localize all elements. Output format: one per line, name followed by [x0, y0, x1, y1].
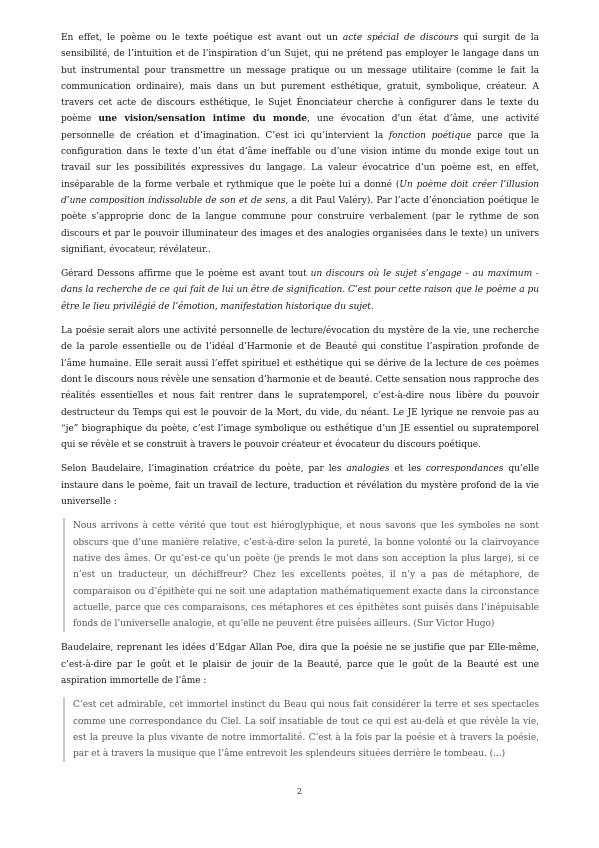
p1-bold-b: une vision/sensation intime du monde	[98, 114, 308, 125]
p2-text-a: Gérard Dessons affirme que le poème est avant tout	[61, 269, 311, 280]
paragraph-1	[61, 30, 539, 258]
p4-text-b: et les	[389, 464, 426, 475]
p4-italic-a: analogies	[346, 464, 390, 475]
p1-italic-c: fonction poétique	[388, 130, 472, 141]
paragraph-3: La poésie serait alors une activité personnelle de lecture/évocation du mystère de la vie, une recherche de la parole essentielle ou de l’idéal d’Harmonie et de Beauté qui constitue l’aspiration profonde de l’âme humaine. Elle serait aussi l’effet spirituel et esthétique qui se dérive de la lecture de ces poèmes dont le discours nous révèle une sensation d’harmonie et de beauté. Cette sensation nous rapproche des réalités essentielles et nous fait rentrer dans le supratemporel, c’est-à-dire nous libère du pouvoir destructeur du Temps qui est le pouvoir de la Mort, du vide, du néant. Le JE lyrique ne renvoie pas au “je” biographique du poète, c’est l’image symbolique ou esthétique d’un JE essentiel ou supratemporel qui se révèle et se construit à travers le pouvoir créateur et évocateur du discours poétique.	[61, 326, 539, 451]
p1-text-b: qui surgit de la sensibilité, de l’intuition et de l’inspiration d’un Sujet, qui ne prétend pas employer le langage dans un but instrumental pour transmettre un message pratique ou un message utilitaire (comme le fait la communication ordinaire), mais dans un but purement esthétique, gratuit, symbolique, créateur. A travers cet acte de discours esthétique, le Sujet Énonciateur cherche à configurer dans le texte du poème	[61, 33, 539, 125]
p1-italic-d: Un poème doit créer l’illusion d’une composition indissoluble de son et de sens	[61, 179, 539, 206]
p1-text-e: , a dit Paul Valéry). Par l’acte d’énonciation poétique le poète s’approprie donc de la langue commune pour construire verbalement (par le rythme de son discours et par le pouvoir illuminateur des images et des analogies organisées dans le texte) un univers signifiant, évocateur, révélateur..	[61, 195, 539, 255]
paragraph-5: Baudelaire, reprenant les idées d’Edgar Allan Poe, dira que la poésie ne se justifie que par Elle-même, c’est-à-dire par le goût et le plaisir de jouir de la Beauté, parce que le goût de la Beauté est une aspiration immortelle de l’âme :	[61, 643, 539, 686]
p1-text-c: , une évocation d’un état d’âme, une activité personnelle de création et d’imagination. C’est ici qu’intervient la	[61, 114, 539, 141]
paragraph-4	[61, 461, 539, 510]
blockquote-baudelaire	[63, 697, 539, 762]
p4-text-c: qu’elle instaure dans le poème, fait un travail de lecture, traduction et révélation du mystère profond de la vie universelle :	[61, 464, 539, 508]
blockquote-hugo	[63, 518, 539, 632]
p1-italic-a: acte spécial de discours	[342, 33, 459, 43]
quote-1-text: Nous arrivons à cette vérité que tout est hiéroglyphique, et nous savons que les symboles ne sont obscurs que d’une manière relative, c’est-à-dire selon la pureté, la bonne volonté ou la clairvoyance native des âmes. Or qu’est-ce qu’un poète (je prends le mot dans son acception la plus large), si ce n’est un traducteur, un déchiffreur? Chez les excellents poètes, il n’y a pas de métaphore, de comparaison ou d’épithète qui ne soit une adaptation mathématiquement exacte dans la circonstance actuelle, parce que ces comparaisons, ces métaphores et ces épithètes sont puisés dans l’inépuisable fonds de l’universelle analogie, et qu’elle ne peuvent être puisées ailleurs. (Sur Victor Hugo)	[73, 521, 539, 630]
page-number: 2	[296, 787, 303, 797]
document-page	[61, 30, 539, 762]
p1-text-a: En effet, le poème ou le texte poétique est avant out un	[61, 33, 343, 43]
quote-2-text: C’est cet admirable, cet immortel instinct du Beau qui nous fait considérer la terre et ses spectacles comme une correspondance du Ciel. La soif insatiable de tout ce qui est au-delà et que révèle la vie, est la preuve la plus vivante de notre immortalité. C’est à la fois par la poésie et à travers la poésie, par et à travers la musique que l’âme entrevoit les splendeurs situées derrière le tombeau. (...)	[73, 700, 539, 760]
paragraph-2	[61, 266, 539, 315]
p2-italic-a: un discours où le sujet s’engage - au maximum - dans la recherche de ce qui fait de lui un être de signification. C’est pour cette raison que le poème a pu être le lieu privilégié de l’émotion, manifestation historique du sujet.	[61, 269, 539, 312]
p4-italic-b: correspondances	[425, 464, 504, 475]
p1-text-d: parce que la configuration dans le texte d’un état d’âme ineffable ou d’une vision intime du monde exige tout un travail sur les possibilités expressives du langage. La valeur évocatrice d’un poème est, en effet, inséparable de la forme verbale et rythmique que le poète lui a donné (	[61, 130, 539, 190]
p4-text-a: Selon Baudelaire, l’imagination créatrice du poète, par les	[61, 464, 347, 475]
